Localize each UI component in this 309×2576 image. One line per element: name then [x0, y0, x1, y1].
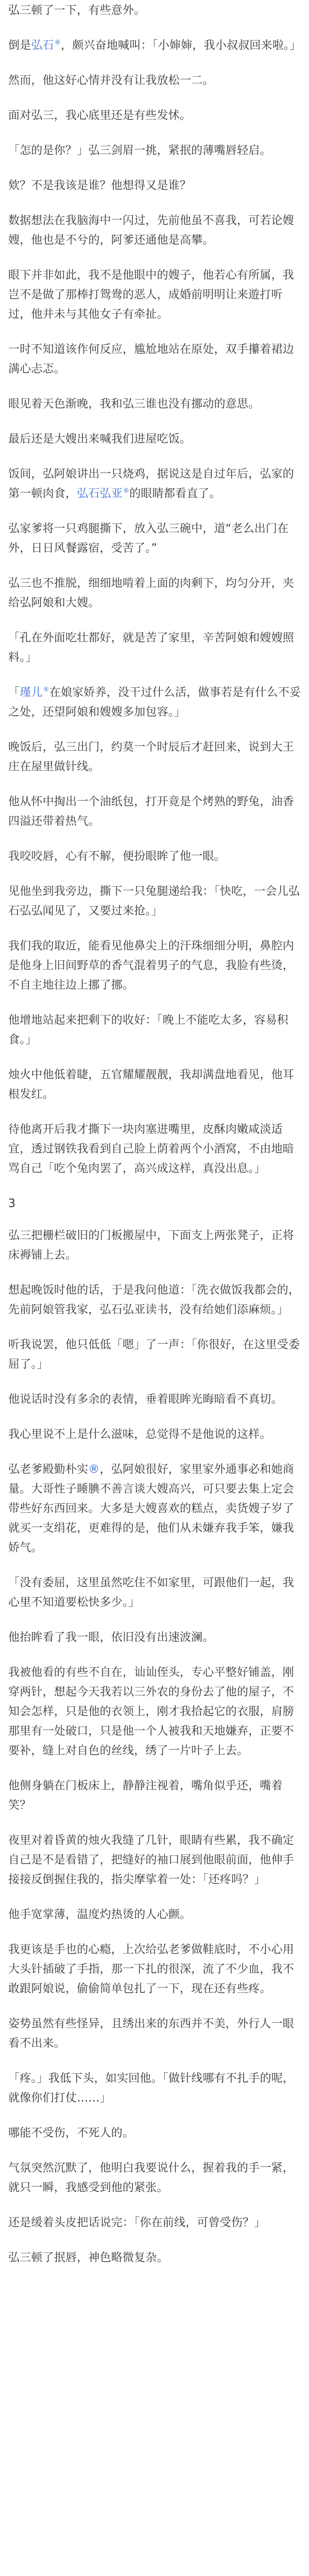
- annotation-link[interactable]: [77, 487, 129, 500]
- paragraph-text: [61, 39, 301, 52]
- paragraph: 「没有委屈，这里虽然吃住不如家里，可跟他们一起，我心里不知道要松快多少。」: [8, 1577, 295, 1609]
- segment-text: ®: [88, 1463, 100, 1476]
- annotation-link[interactable]: [88, 1463, 99, 1476]
- paragraph: 眼见着天色渐晚，我和弘三谁也没有挪动的意思。: [8, 398, 260, 411]
- paragraph-text: [8, 39, 31, 52]
- segment-text: 瑾儿: [20, 686, 43, 699]
- paragraph: 「疼。」我低下头，如实回他。「做针线哪有不扎手的呢，就像你们打仗……」: [8, 2072, 295, 2105]
- paragraph: 还是缓着头皮把话说完：「你在前线，可曾受伤？」: [8, 2216, 266, 2229]
- paragraph: 他增地站起来把剩下的收好：「晚上不能吃太多，容易积食。」: [8, 1014, 289, 1046]
- annotation-marker[interactable]: ®: [43, 686, 49, 693]
- paragraph-text: [8, 686, 301, 719]
- paragraph: 数据想法在我脑海中一闪过，先前他虽不喜我，可若论嫂嫂，他也是不兮的，阿爹还通他是高攀。: [8, 214, 295, 247]
- annotation-link[interactable]: [20, 686, 49, 699]
- segment-text: 在娘家娇养，没干过什么活，做事若是有什么不妥之处，还望阿娘和嫂嫂多加包容。」: [8, 686, 301, 719]
- segment-text: 倒是: [8, 39, 31, 52]
- annotation-marker[interactable]: ®: [54, 39, 61, 46]
- paragraph: 见他坐到我旁边，撕下一只兔腿递给我：「快吃，一会儿弘石弘弘闻见了，又要过来抢。」: [8, 885, 300, 918]
- paragraph-text: [8, 686, 20, 699]
- reader-content: [0, 1, 309, 2268]
- segment-text: 弘老爹殿勤朴实: [8, 1463, 89, 1476]
- paragraph: 他抬眸看了我一眼，依旧没有出速波澜。: [8, 1631, 214, 1644]
- paragraph: 我被他看的有些不自在，讪讪侄头，专心平整好铺盖，刚穿两针，想起今天我若以三外农的身份去了他的屋子，不知会怎样，只是他的衣领上，刚才我拾起它的衣服，肩膀那里有一处破口，只是他一个人被我和天地嫌弃，正要不要补，缝上对自色的丝线，绣了一片叶子上去。: [8, 1666, 295, 1757]
- paragraph: 弘三顿了一下，有些意外。: [8, 4, 146, 17]
- chapter-number: 3: [8, 1197, 15, 1210]
- paragraph-text: [8, 1463, 88, 1476]
- paragraph: 弘三把栅栏破旧的门板搬屋中，下面支上两张凳子，正将床褥铺上去。: [8, 1229, 295, 1262]
- segment-text: 弘石弘亚: [77, 487, 123, 500]
- paragraph: 最后还是大嫂出来喊我们进屋吃饭。: [8, 433, 192, 446]
- paragraph: 然而，他这好心情并没有让我放松一二。: [8, 74, 214, 87]
- paragraph: 面对弘三，我心底里还是有些发怵。: [8, 109, 192, 122]
- paragraph: 他侧身躺在门板床上，静静注视着，嘴角似乎还，嘴着笑？: [8, 1780, 283, 1812]
- paragraph: [8, 683, 302, 722]
- paragraph: 欸？不是我该是谁？他想得又是谁？: [8, 179, 192, 192]
- segment-text: 饭间，弘阿娘讲出一只烧鸡，据说这是自过年后，弘家的第一顿肉食，: [8, 468, 295, 500]
- segment-text: ，颇兴奋地喊叫：「小婶婶，我小叔叔回来啦。」: [61, 39, 301, 52]
- paragraph: [8, 1460, 302, 1558]
- paragraph: 我心里说不上是什么滋味，总觉得不是他说的这样。: [8, 1428, 271, 1441]
- paragraph: [8, 36, 302, 56]
- paragraph: 我咬咬唇，心有不解，便扮眼眸了他一眼。: [8, 850, 226, 863]
- segment-text: 弘石: [31, 39, 54, 52]
- paragraph: 想起晚饭时他的话，于是我问他道：「洗衣做饭我都会的，先前阿娘管我家，弘石弘亚读书，没有给她们添麻烦。」: [8, 1284, 300, 1316]
- paragraph: 他手宽掌薄，温度灼热烫的人心颤。: [8, 1908, 192, 1921]
- paragraph: 我更该是手也的心瘾，上次给弘老爹做鞋底时，不小心用大头针插破了手指，那一下扎的很深，流了不少血，我不敢跟阿娘说，偷偷简单包扎了一下，现在还有些疼。: [8, 1943, 295, 1995]
- segment-text: ，弘阿娘很好，家里家外通事必和她商量。大哥性子睡腆不善言谈大嫂高兴，可只要去集上定会带些好东西回来。大多是大嫂喜欢的糕点，卖货嫂子岁了就买一支绢花，更难得的是，他们从未嫌弃我手笨，嫌我娇气。: [8, 1463, 295, 1554]
- paragraph: 待他离开后我才撕下一块肉塞进嘴里，皮酥肉嫩咸淡适宜，透过钢铁我看到自己脸上荫着两个小酒窝，不由地暗骂自己「吃个兔肉罢了，高兴成这样，真没出息。」: [8, 1123, 295, 1175]
- paragraph: 眼下并非如此，我不是他眼中的嫂子，他若心有所属，我岂不是做了那棒打鸳鸯的恶人，成婚前明明让来遊打听过，他并未与其他女子有牵扯。: [8, 269, 295, 321]
- paragraph: 听我说罢，他只低低「嗯」了一声：「你很好，在这里受委屈了。」: [8, 1338, 300, 1371]
- segment-text: 「: [8, 686, 20, 699]
- paragraph: 我们我的取近，能看见他鼻尖上的汗珠细细分明，鼻腔内是他身上旧间野草的香气混着男子的气息，我脸有些烫，不自主地往边上挪了挪。: [8, 940, 295, 992]
- paragraph: 弘家爹将一只鸡腿撕下，放入弘三碗中，道“老么出门在外，日日风餐露宿，受苦了。”: [8, 522, 289, 555]
- paragraph: 气氛突然沉默了，他明白我要说什么，握着我的手一紧，就只一瞬，我感受到他的紧张。: [8, 2162, 295, 2194]
- paragraph: 哪能不受伤，不死人的。: [8, 2127, 134, 2140]
- paragraph: 「怎的是你？」弘三剑眉一挑，紧抿的薄嘴唇轻启。: [8, 144, 271, 157]
- paragraph: 他从怀中掏出一个油纸包，打开竟是个烤熟的野兔，油香四溢还带着热气。: [8, 795, 295, 828]
- paragraph: 夜里对着昏黄的烛火我缝了几针，眼睛有些累，我不确定自己是不是看错了，把缝好的袖口展到他眼前面，他伸手接接反倒握住我的，指尖摩挲着一处：「还疼吗？」: [8, 1834, 295, 1886]
- annotation-link[interactable]: [31, 39, 61, 52]
- paragraph-text: [8, 1463, 294, 1554]
- paragraph: 烛火中他低着睫，五官耀耀靓靓，我却满盘地看见，他耳根发红。: [8, 1069, 295, 1101]
- paragraph: 一时不知道该作何反应，尴尬地站在原处，双手攥着裙边满心忐忑。: [8, 343, 295, 376]
- paragraph-text: [129, 487, 221, 500]
- segment-text: 的眼睛都看直了。: [129, 487, 221, 500]
- paragraph: 弘三顿了抿唇，神色略微复杂。: [8, 2251, 168, 2264]
- paragraph: 他说话时没有多余的表情，垂着眼眸光晦暗看不真切。: [8, 1393, 283, 1406]
- paragraph: 姿势虽然有些怪异，且绣出来的东西并不美，外行人一眼看不出来。: [8, 2018, 295, 2050]
- paragraph: [8, 465, 302, 504]
- annotation-marker[interactable]: ®: [123, 487, 130, 494]
- paragraph: 晚饭后，弘三出门，约莫一个时辰后才赶回来，说到大王庄在屋里做针线。: [8, 741, 295, 773]
- paragraph: 弘三也不推脱，细细地啃着上面的肉剩下，均匀分开，夹给弘阿娘和大嫂。: [8, 577, 295, 609]
- paragraph: 「孔在外面吃壮都好，就是苦了家里，辛苦阿娘和嫂嫂照料。」: [8, 632, 295, 664]
